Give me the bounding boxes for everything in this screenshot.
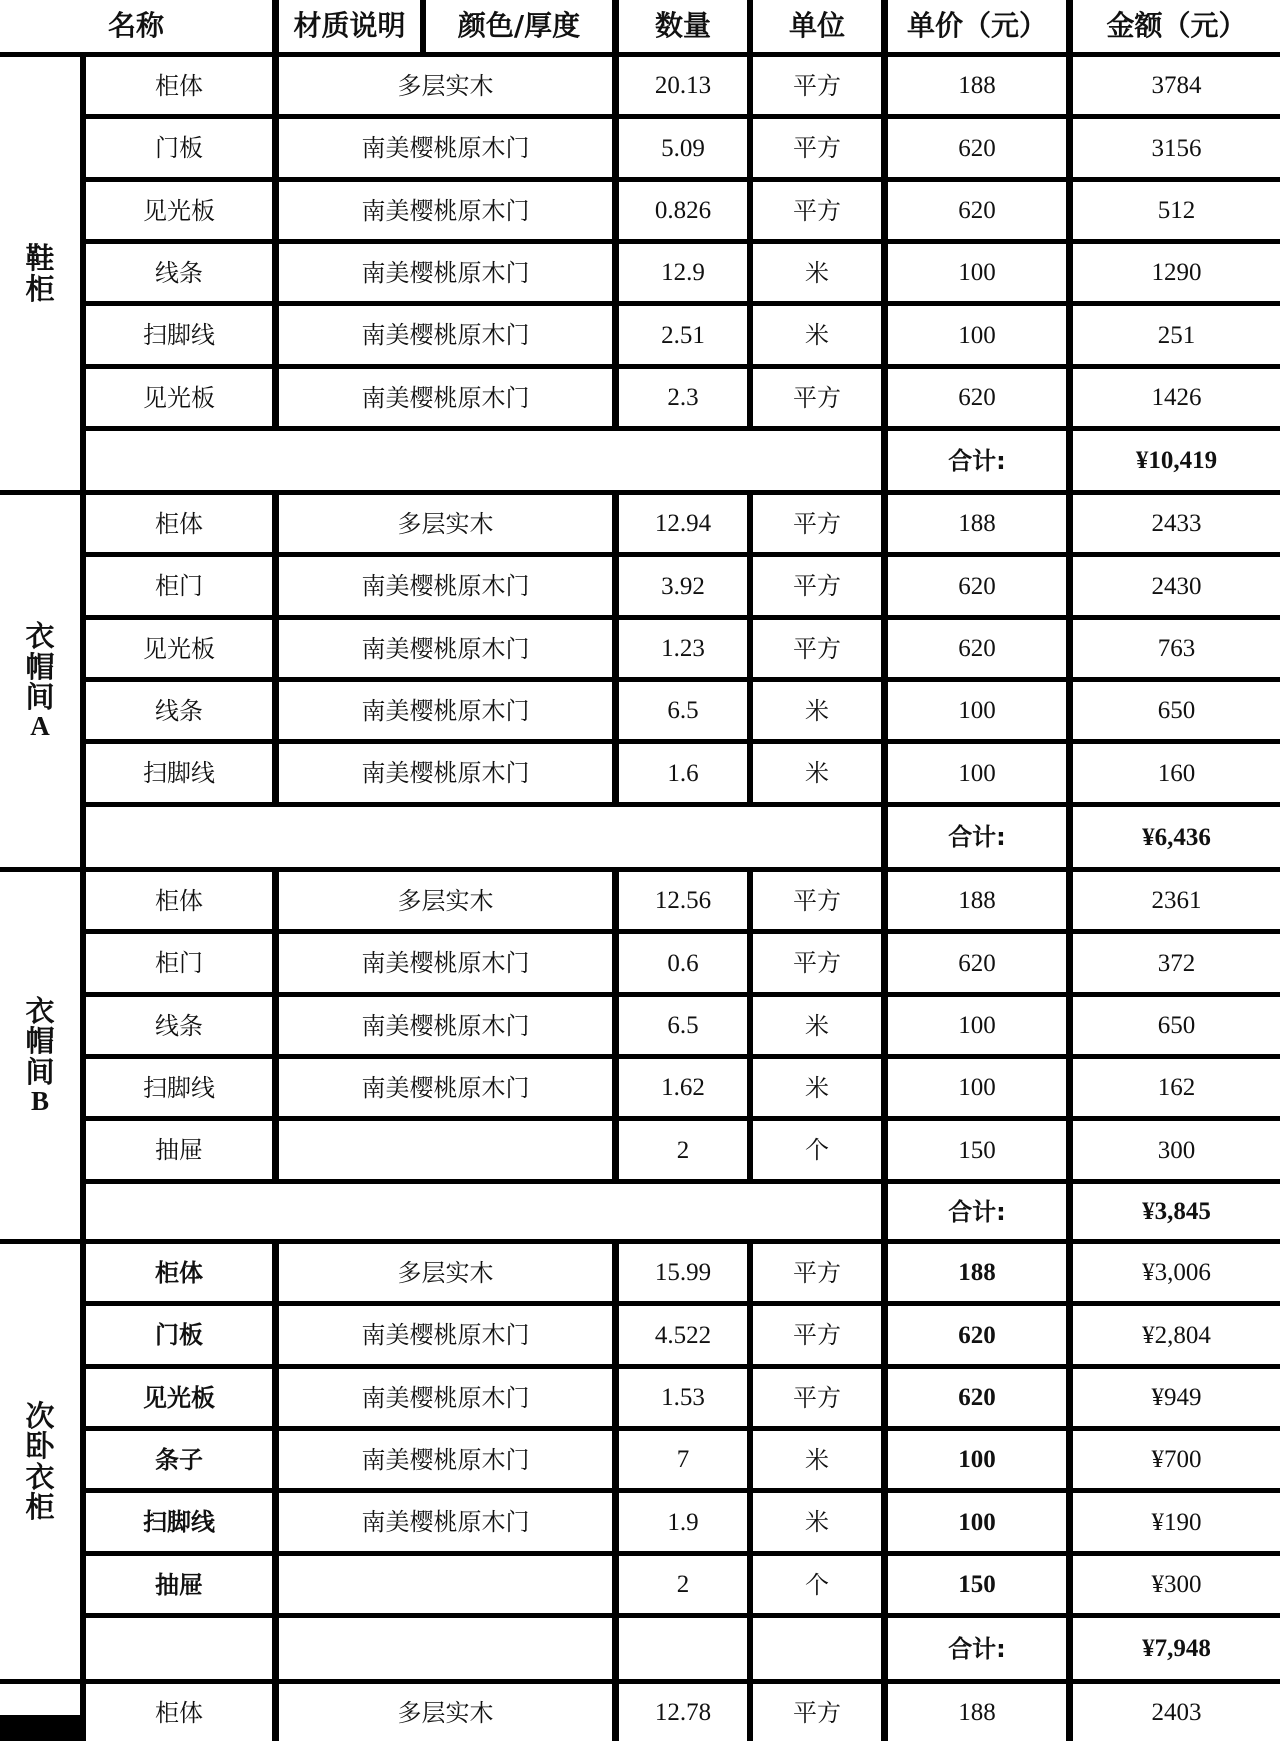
section-label-char: 帽 (25, 1024, 55, 1059)
subtotal-blank (86, 807, 881, 867)
item-unit-price: 100 (888, 1493, 1066, 1551)
item-material: 南美樱桃原木门 (279, 682, 612, 739)
item-unit-price: 620 (888, 182, 1066, 239)
item-name: 柜体 (86, 1684, 272, 1741)
item-unit-price: 620 (888, 934, 1066, 992)
item-amount: 3784 (1073, 57, 1280, 114)
section-label-char: B (30, 1085, 49, 1116)
item-qty: 2 (619, 1121, 747, 1179)
item-unit-price: 188 (888, 57, 1066, 114)
item-unit-price: 150 (888, 1556, 1066, 1613)
section-label-char: 帽 (25, 649, 55, 684)
item-qty: 2.3 (619, 369, 747, 426)
item-name: 扫脚线 (86, 306, 272, 364)
item-name: 柜体 (86, 495, 272, 552)
section-label-char: 柜 (25, 271, 55, 306)
subtotal-blank (619, 1618, 747, 1679)
item-qty: 6.5 (619, 682, 747, 739)
subtotal-blank (86, 1184, 881, 1239)
item-unit-price: 188 (888, 495, 1066, 552)
item-name: 见光板 (86, 369, 272, 426)
header-qty: 数量 (619, 0, 747, 52)
item-unit-price: 188 (888, 872, 1066, 929)
item-amount: 251 (1073, 306, 1280, 364)
subtotal-blank (279, 1618, 612, 1679)
section-label (0, 57, 80, 490)
item-name: 扫脚线 (86, 1059, 272, 1116)
header-amount: 金额（元） (1073, 0, 1280, 52)
item-unit: 米 (753, 997, 881, 1054)
item-unit: 平方 (753, 934, 881, 992)
item-material (279, 1121, 612, 1179)
item-material: 多层实木 (279, 57, 612, 114)
subtotal-label: 合计: (888, 431, 1066, 490)
item-unit: 平方 (753, 1244, 881, 1301)
subtotal-amount: ¥6,436 (1073, 807, 1280, 867)
item-unit: 平方 (753, 557, 881, 615)
item-unit: 平方 (753, 369, 881, 426)
item-unit: 个 (753, 1556, 881, 1613)
section-label (0, 495, 80, 867)
item-unit: 平方 (753, 57, 881, 114)
item-amount: 512 (1073, 182, 1280, 239)
item-unit-price: 100 (888, 997, 1066, 1054)
item-unit-price: 188 (888, 1244, 1066, 1301)
item-name: 柜门 (86, 557, 272, 615)
item-amount: ¥2,804 (1073, 1306, 1280, 1364)
header-unit: 单位 (753, 0, 881, 52)
subtotal-amount: ¥10,419 (1073, 431, 1280, 490)
item-unit-price: 620 (888, 620, 1066, 677)
item-material: 南美樱桃原木门 (279, 744, 612, 802)
subtotal-blank (753, 1618, 881, 1679)
item-material: 多层实木 (279, 872, 612, 929)
section-label-char: 次 (25, 1398, 55, 1433)
item-material: 南美樱桃原木门 (279, 1306, 612, 1364)
item-unit: 米 (753, 1493, 881, 1551)
item-qty: 12.9 (619, 244, 747, 301)
item-unit-price: 100 (888, 244, 1066, 301)
item-unit: 米 (753, 1059, 881, 1116)
item-name: 扫脚线 (86, 1493, 272, 1551)
item-unit: 平方 (753, 620, 881, 677)
section-label (0, 1244, 80, 1679)
item-material: 南美樱桃原木门 (279, 557, 612, 615)
item-name: 线条 (86, 682, 272, 739)
item-qty: 1.53 (619, 1369, 747, 1426)
item-unit: 个 (753, 1121, 881, 1179)
item-unit: 平方 (753, 1369, 881, 1426)
item-material: 南美樱桃原木门 (279, 244, 612, 301)
item-amount: 2403 (1073, 1684, 1280, 1741)
item-qty: 2.51 (619, 306, 747, 364)
item-unit: 平方 (753, 182, 881, 239)
subtotal-blank (86, 1618, 272, 1679)
item-amount: 2430 (1073, 557, 1280, 615)
item-material: 多层实木 (279, 495, 612, 552)
item-unit: 平方 (753, 1684, 881, 1741)
item-name: 见光板 (86, 182, 272, 239)
section-label-char: 衣 (25, 993, 55, 1028)
item-material: 南美樱桃原木门 (279, 620, 612, 677)
item-unit: 平方 (753, 119, 881, 177)
item-unit-price: 620 (888, 369, 1066, 426)
item-material: 南美樱桃原木门 (279, 934, 612, 992)
item-name: 门板 (86, 119, 272, 177)
item-amount: 3156 (1073, 119, 1280, 177)
section-label-char: 鞋 (25, 241, 55, 276)
item-amount: 650 (1073, 997, 1280, 1054)
item-amount: 763 (1073, 620, 1280, 677)
item-amount: 372 (1073, 934, 1280, 992)
item-material: 南美樱桃原木门 (279, 182, 612, 239)
item-name: 抽屉 (86, 1121, 272, 1179)
item-qty: 12.78 (619, 1684, 747, 1741)
item-unit-price: 100 (888, 306, 1066, 364)
item-material: 南美樱桃原木门 (279, 306, 612, 364)
item-unit: 米 (753, 306, 881, 364)
header-material: 材质说明 (279, 0, 420, 52)
item-material: 南美樱桃原木门 (279, 1369, 612, 1426)
item-name: 柜门 (86, 934, 272, 992)
item-material: 多层实木 (279, 1684, 612, 1741)
item-amount: 162 (1073, 1059, 1280, 1116)
item-qty: 4.522 (619, 1306, 747, 1364)
item-qty: 1.23 (619, 620, 747, 677)
section-label-char: A (30, 711, 50, 742)
subtotal-label: 合计: (888, 807, 1066, 867)
item-unit-price: 188 (888, 1684, 1066, 1741)
item-amount: 1290 (1073, 244, 1280, 301)
item-material: 南美樱桃原木门 (279, 119, 612, 177)
subtotal-label: 合计: (888, 1184, 1066, 1239)
item-amount: ¥190 (1073, 1493, 1280, 1551)
item-unit: 米 (753, 1431, 881, 1488)
subtotal-amount: ¥7,948 (1073, 1618, 1280, 1679)
item-unit: 米 (753, 682, 881, 739)
item-name: 见光板 (86, 1369, 272, 1426)
item-qty: 15.99 (619, 1244, 747, 1301)
item-unit-price: 620 (888, 1306, 1066, 1364)
section-label-char: 卧 (25, 1429, 55, 1464)
item-unit-price: 620 (888, 119, 1066, 177)
item-unit: 平方 (753, 1306, 881, 1364)
item-material: 多层实木 (279, 1244, 612, 1301)
item-amount: ¥300 (1073, 1556, 1280, 1613)
item-name: 柜体 (86, 872, 272, 929)
item-amount: 2433 (1073, 495, 1280, 552)
section-label-char: 衣 (25, 1459, 55, 1494)
item-qty: 5.09 (619, 119, 747, 177)
section-label-char: 衣 (25, 619, 55, 654)
item-qty: 7 (619, 1431, 747, 1488)
item-qty: 6.5 (619, 997, 747, 1054)
item-qty: 1.9 (619, 1493, 747, 1551)
item-amount: 300 (1073, 1121, 1280, 1179)
item-qty: 0.826 (619, 182, 747, 239)
item-unit-price: 620 (888, 1369, 1066, 1426)
item-amount: ¥949 (1073, 1369, 1280, 1426)
item-name: 见光板 (86, 620, 272, 677)
section-label-char: 间 (25, 680, 55, 715)
item-qty: 0.6 (619, 934, 747, 992)
header-unit-price: 单价（元） (888, 0, 1066, 52)
item-material: 南美樱桃原木门 (279, 1059, 612, 1116)
subtotal-label: 合计: (888, 1618, 1066, 1679)
item-unit-price: 100 (888, 744, 1066, 802)
item-name: 柜体 (86, 1244, 272, 1301)
item-name: 条子 (86, 1431, 272, 1488)
item-unit-price: 100 (888, 682, 1066, 739)
item-material (279, 1556, 612, 1613)
item-name: 线条 (86, 997, 272, 1054)
header-color-thickness: 颜色/厚度 (426, 0, 612, 52)
item-qty: 12.94 (619, 495, 747, 552)
item-qty: 2 (619, 1556, 747, 1613)
section-label-char: 间 (25, 1054, 55, 1089)
item-qty: 3.92 (619, 557, 747, 615)
item-material: 南美樱桃原木门 (279, 1493, 612, 1551)
item-unit: 平方 (753, 872, 881, 929)
item-amount: 160 (1073, 744, 1280, 802)
section-label-char: 柜 (25, 1489, 55, 1524)
item-material: 南美樱桃原木门 (279, 369, 612, 426)
item-unit-price: 100 (888, 1431, 1066, 1488)
item-name: 柜体 (86, 57, 272, 114)
item-qty: 12.56 (619, 872, 747, 929)
item-amount: 2361 (1073, 872, 1280, 929)
section-label (0, 1684, 80, 1715)
item-name: 线条 (86, 244, 272, 301)
item-qty: 20.13 (619, 57, 747, 114)
item-qty: 1.62 (619, 1059, 747, 1116)
item-name: 门板 (86, 1306, 272, 1364)
item-material: 南美樱桃原木门 (279, 1431, 612, 1488)
item-unit: 米 (753, 244, 881, 301)
item-unit-price: 150 (888, 1121, 1066, 1179)
item-name: 抽屉 (86, 1556, 272, 1613)
subtotal-amount: ¥3,845 (1073, 1184, 1280, 1239)
item-unit: 米 (753, 744, 881, 802)
item-unit: 平方 (753, 495, 881, 552)
item-material: 南美樱桃原木门 (279, 997, 612, 1054)
item-amount: 650 (1073, 682, 1280, 739)
item-name: 扫脚线 (86, 744, 272, 802)
subtotal-blank (86, 431, 881, 490)
header-name: 名称 (0, 0, 272, 52)
section-label (0, 872, 80, 1239)
item-qty: 1.6 (619, 744, 747, 802)
item-amount: ¥700 (1073, 1431, 1280, 1488)
item-amount: 1426 (1073, 369, 1280, 426)
item-unit-price: 100 (888, 1059, 1066, 1116)
item-amount: ¥3,006 (1073, 1244, 1280, 1301)
item-unit-price: 620 (888, 557, 1066, 615)
